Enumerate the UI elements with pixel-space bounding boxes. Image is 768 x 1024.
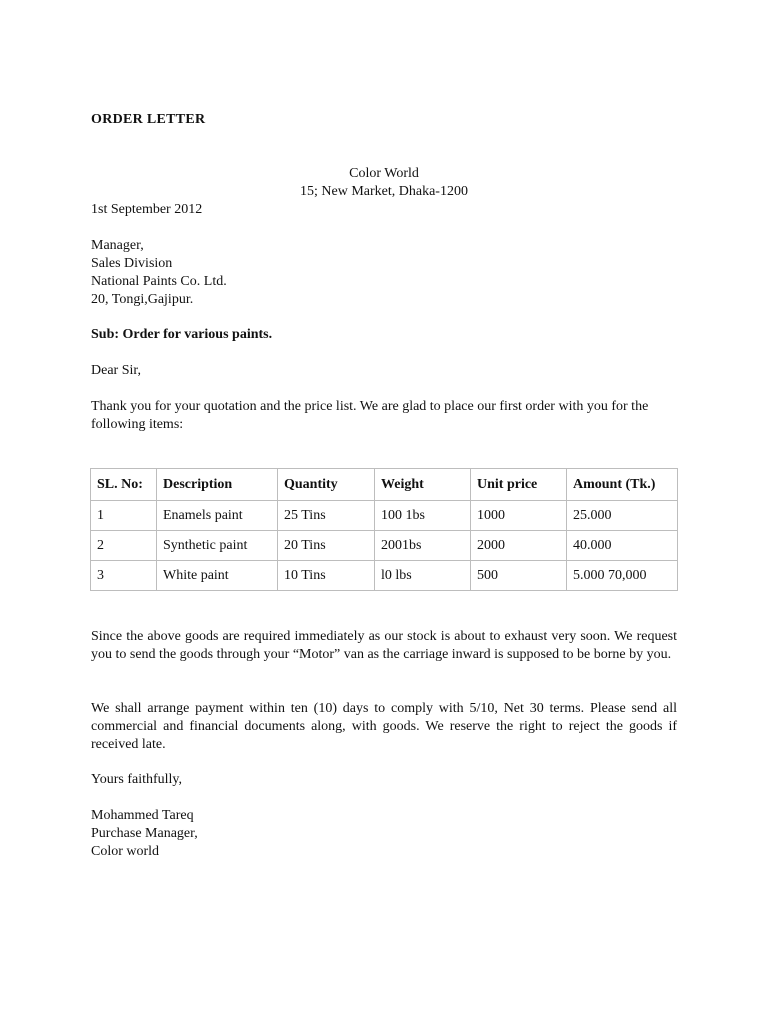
table-cell: Enamels paint	[157, 501, 278, 531]
closing: Yours faithfully,	[91, 772, 183, 787]
recipient-line: Sales Division	[91, 256, 173, 271]
table-header-cell: Amount (Tk.)	[567, 469, 678, 501]
recipient-block	[91, 237, 227, 309]
signatory-position: Purchase Manager,	[91, 826, 198, 841]
table-cell: 2	[91, 531, 157, 561]
table-cell: 1	[91, 501, 157, 531]
table-cell: 10 Tins	[278, 561, 375, 591]
table-cell: 2000	[471, 531, 567, 561]
sender-address: 15; New Market, Dhaka-1200	[300, 184, 468, 199]
sender-name: Color World	[349, 166, 419, 181]
recipient-line: Manager,	[91, 238, 144, 253]
salutation: Dear Sir,	[91, 363, 141, 378]
signatory-company: Color world	[91, 844, 160, 859]
table-cell: 20 Tins	[278, 531, 375, 561]
table-header-cell: Quantity	[278, 469, 375, 501]
table-header-cell: SL. No:	[91, 469, 157, 501]
table-cell: l0 lbs	[375, 561, 471, 591]
subject-line: Sub: Order for various paints.	[91, 327, 273, 342]
table-cell: 25 Tins	[278, 501, 375, 531]
recipient-line: National Paints Co. Ltd.	[91, 274, 227, 289]
table-row	[91, 561, 678, 591]
recipient-line: 20, Tongi,Gajipur.	[91, 292, 194, 307]
intro-paragraph: Thank you for your quotation and the price list. We are glad to place our first order with you for the following items:	[91, 399, 649, 432]
table-cell: 3	[91, 561, 157, 591]
body-paragraph: We shall arrange payment within ten (10) days to comply with 5/10, Net 30 terms. Please send all commercial and financial documents along, with goods. We reserve the right to reject the goods if received late.	[91, 701, 677, 752]
body-paragraph: Since the above goods are required immediately as our stock is about to exhaust very soon. We request you to send the goods through your “Motor” van as the carriage inward is supposed to be borne by you.	[91, 629, 677, 662]
signatory-name: Mohammed Tareq	[91, 808, 194, 823]
table-header-cell: Unit price	[471, 469, 567, 501]
table-row	[91, 501, 678, 531]
table-cell: 100 1bs	[375, 501, 471, 531]
table-cell: 500	[471, 561, 567, 591]
table-header-cell: Weight	[375, 469, 471, 501]
table-header-cell: Description	[157, 469, 278, 501]
letter-date: 1st September 2012	[91, 202, 203, 217]
table-row	[91, 531, 678, 561]
table-cell: 40.000	[567, 531, 678, 561]
table-cell: 5.000 70,000	[567, 561, 678, 591]
signature-block	[91, 807, 198, 861]
table-cell: 25.000	[567, 501, 678, 531]
table-cell: 1000	[471, 501, 567, 531]
order-table	[90, 468, 678, 591]
table-cell: White paint	[157, 561, 278, 591]
table-cell: Synthetic paint	[157, 531, 278, 561]
table-cell: 2001bs	[375, 531, 471, 561]
sender-block	[0, 165, 768, 201]
document-title: ORDER LETTER	[91, 112, 206, 127]
table-header-row	[91, 469, 678, 501]
